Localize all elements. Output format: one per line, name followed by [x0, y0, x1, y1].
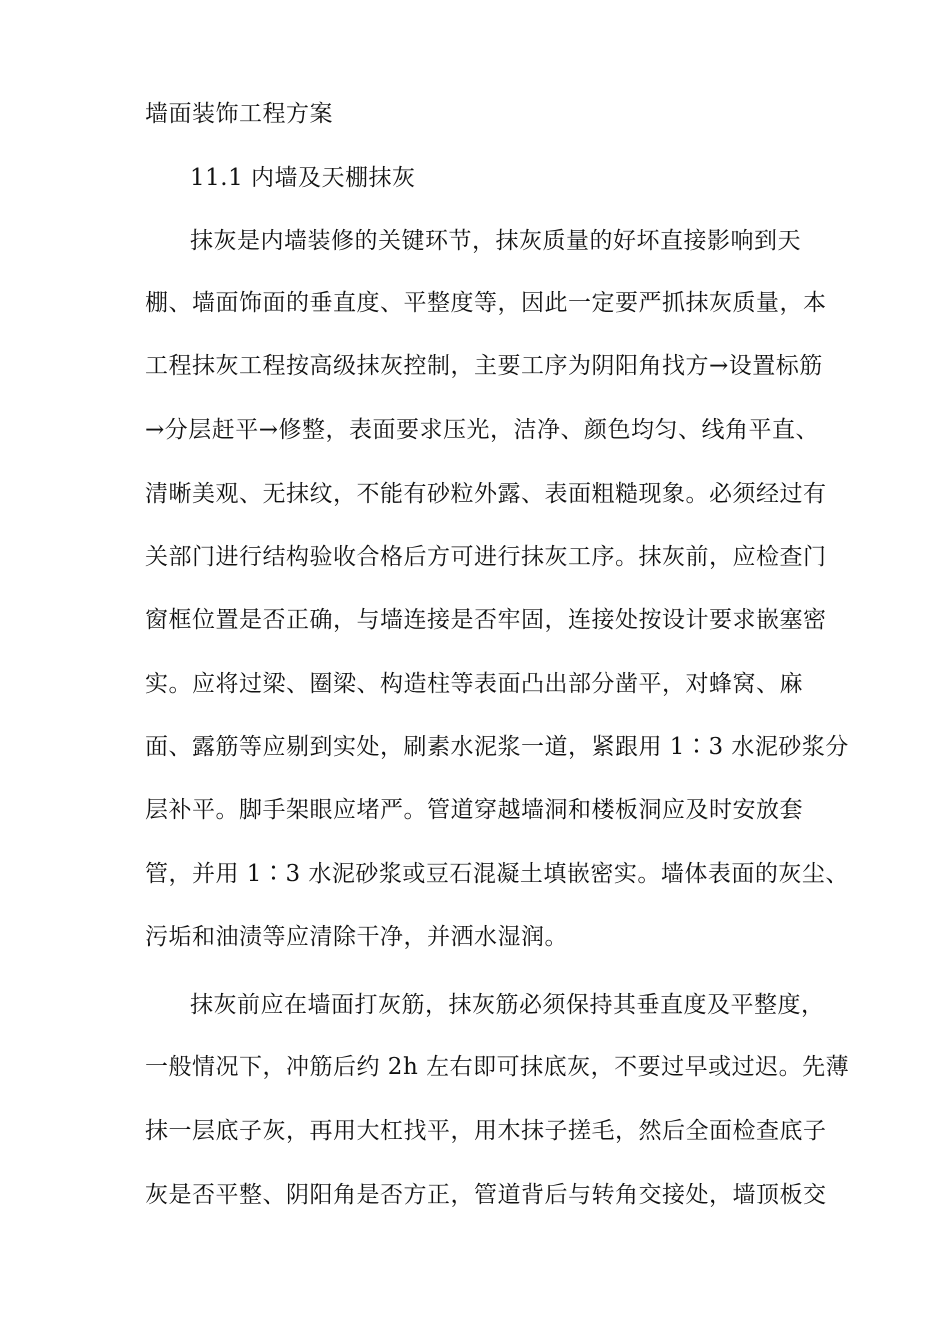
paragraph-line: 污垢和油渍等应清除干净，并洒水湿润。	[145, 924, 568, 950]
paragraph-line: 面、露筋等应剔到实处，刷素水泥浆一道，紧跟用 1∶3 水泥砂浆分	[145, 734, 849, 760]
paragraph-line: 清晰美观、无抹纹，不能有砂粒外露、表面粗糙现象。必须经过有	[145, 481, 827, 507]
paragraph-line: →分层赶平→修整，表面要求压光，洁净、颜色均匀、线角平直、	[145, 417, 820, 443]
paragraph-line: 棚、墙面饰面的垂直度、平整度等，因此一定要严抓抹灰质量，本	[145, 290, 827, 316]
paragraph-line: 层补平。脚手架眼应堵严。管道穿越墙洞和楼板洞应及时安放套	[145, 797, 803, 823]
paragraph-line: 抹灰是内墙装修的关键环节，抹灰质量的好坏直接影响到天	[190, 228, 801, 254]
paragraph-line: 管，并用 1∶3 水泥砂浆或豆石混凝土填嵌密实。墙体表面的灰尘、	[145, 861, 849, 887]
paragraph-line: 抹灰前应在墙面打灰筋，抹灰筋必须保持其垂直度及平整度，	[190, 992, 825, 1018]
paragraph-line: 抹一层底子灰，再用大杠找平，用木抹子搓毛，然后全面检查底子	[145, 1118, 827, 1144]
section-heading: 11.1 内墙及天棚抹灰	[190, 165, 416, 191]
document-title: 墙面装饰工程方案	[145, 101, 333, 127]
paragraph-1	[145, 226, 849, 950]
paragraph-2	[145, 990, 850, 1250]
paragraph-line: 灰是否平整、阴阳角是否方正，管道背后与转角交接处，墙顶板交	[145, 1182, 827, 1208]
paragraph-line: 关部门进行结构验收合格后方可进行抹灰工序。抹灰前，应检查门	[145, 544, 827, 570]
paragraph-line: 实。应将过梁、圈梁、构造柱等表面凸出部分凿平，对蜂窝、麻	[145, 671, 803, 697]
paragraph-line: 窗框位置是否正确，与墙连接是否牢固，连接处按设计要求嵌塞密	[145, 607, 827, 633]
paragraph-line: 一般情况下，冲筋后约 2h 左右即可抹底灰，不要过早或过迟。先薄	[145, 1054, 850, 1080]
paragraph-line: 工程抹灰工程按高级抹灰控制，主要工序为阴阳角找方→设置标筋	[145, 353, 823, 379]
